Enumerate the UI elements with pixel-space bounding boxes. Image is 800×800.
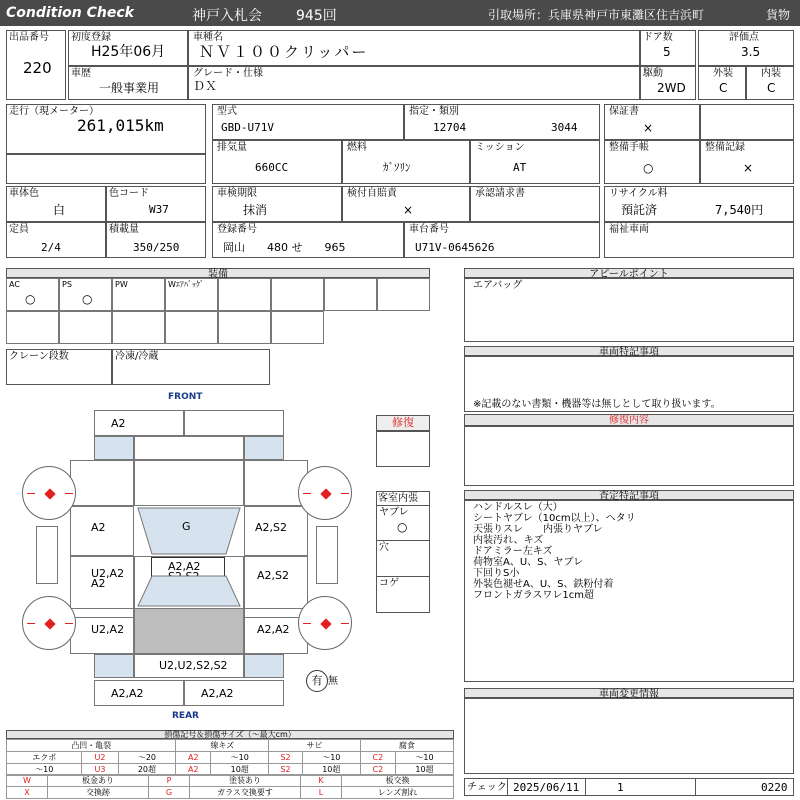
mileage-box [6, 104, 206, 154]
equip-cell-8 [377, 278, 430, 311]
wheel-rear-left[interactable] [22, 596, 76, 650]
grade-box [188, 66, 640, 100]
approval-label: 承認請求書 [475, 188, 525, 199]
equipment-title: 装備 [6, 268, 430, 278]
legend-code-desc: レンズ割れ [342, 787, 454, 799]
interior-value: C [767, 81, 776, 95]
crane-label: クレーン段数 [9, 351, 69, 362]
doors-value: 5 [663, 45, 671, 59]
capacity-box [6, 222, 106, 258]
cabin-item-hole: 穴 [379, 542, 389, 553]
score-box [698, 30, 794, 66]
fuel-value: ｶﾞｿﾘﾝ [383, 161, 411, 174]
cabin-mark-tear: ○ [397, 520, 408, 534]
cc-value: 660CC [255, 161, 289, 174]
legend-cell: 10超 [211, 764, 269, 776]
legend-cell: C2 [360, 752, 395, 764]
liability-box [342, 186, 470, 222]
legend-cell: 〜10 [211, 752, 269, 764]
chassis-label: 車台番号 [409, 224, 449, 235]
model-name-box [188, 30, 640, 66]
recycle-fee: 7,540円 [715, 203, 764, 217]
maint-book-box [604, 140, 700, 184]
load-box [106, 222, 206, 258]
part-front-bumper-right[interactable] [184, 410, 284, 436]
color-code-value: W37 [149, 203, 169, 216]
check-row [464, 778, 794, 796]
car-diagram [70, 410, 310, 706]
special-title: 車両特記事項 [464, 346, 794, 356]
inspection-notes-body [464, 500, 794, 682]
repair-content-body [464, 426, 794, 486]
mark-left-rear-quarter: U2,A2 [91, 623, 125, 636]
change-info-body [464, 698, 794, 774]
history-box [68, 66, 188, 100]
front-label: FRONT [168, 392, 203, 402]
legend-title: 損傷記号＆損傷サイズ（〜最大cm） [6, 730, 454, 739]
recycle-status: 預託済 [621, 203, 658, 217]
doors-label: ドア数 [643, 32, 673, 43]
check-number: 1 [617, 781, 624, 794]
wheel-front-right[interactable] [298, 466, 352, 520]
cabin-divider-3 [377, 576, 429, 577]
approval-box [470, 186, 600, 222]
spec-class: 3044 [551, 121, 578, 134]
fridge-box [112, 349, 270, 385]
special-body [464, 356, 794, 412]
equip-label-1: AC [9, 280, 20, 289]
legend-cell: S2 [269, 752, 303, 764]
cabin-divider-2 [377, 540, 429, 541]
appeal-body [464, 278, 794, 342]
mark-right-rear-quarter: A2,A2 [257, 623, 290, 636]
legend-cell: 10超 [302, 764, 360, 776]
equip-cell-7 [324, 278, 377, 311]
part-right-front-door[interactable] [244, 506, 308, 556]
first-reg-box [68, 30, 188, 66]
mark-rear-bumper-right: A2,A2 [201, 687, 234, 700]
maint-book-value: ○ [643, 161, 654, 175]
mark-left-slide-door: U2,A2 A2 [91, 567, 125, 590]
mission-box [470, 140, 600, 184]
equip-mark-1: ○ [25, 292, 36, 306]
note-line-9: フロントガラスワレ1cm超 [473, 590, 595, 601]
part-cargo-floor[interactable] [134, 608, 244, 654]
liability-label: 検付自賠責 [347, 188, 397, 199]
equip-cell-11 [112, 311, 165, 344]
legend-code: P [149, 775, 190, 787]
pickup-location: 引取場所：兵庫県神戸市東灘区住吉浜町 [488, 8, 705, 22]
legend-code: L [301, 787, 342, 799]
legend-group-corrosion: 腐食 [360, 740, 453, 752]
legend-cell: 10超 [396, 764, 454, 776]
maint-rec-label: 整備記録 [705, 142, 745, 153]
auction-session: 945回 [296, 8, 337, 24]
model-code-box [212, 104, 404, 140]
maint-book-label: 整備手帳 [609, 142, 649, 153]
repair-label: 修復 [376, 415, 430, 431]
check-divider [507, 779, 508, 795]
legend-group-dent: 凸凹・亀裂 [7, 740, 176, 752]
equipment-grid [6, 278, 430, 344]
mark-windshield: G [182, 520, 191, 533]
cabin-divider-1 [377, 505, 429, 506]
part-rear-roof-window[interactable] [134, 574, 244, 608]
note-line-2: シートヤブレ（10cm以上）、ヘタリ [473, 513, 636, 524]
legend-cell: A2 [176, 752, 211, 764]
liability-value: × [403, 203, 414, 217]
part-left-fender[interactable] [70, 460, 134, 506]
load-value: 350/250 [133, 241, 180, 254]
part-taillight-right[interactable] [244, 654, 284, 678]
inspection-label: 車検期限 [217, 188, 257, 199]
legend-code-desc: ガラス交換要す [190, 787, 301, 799]
cabin-panel [376, 491, 430, 613]
part-rear-bumper-left[interactable] [94, 680, 184, 706]
fuel-label: 燃料 [347, 142, 367, 153]
equip-cell-10 [59, 311, 112, 344]
note-line-1: ハンドルスレ（大） [473, 502, 563, 513]
equip-label-3: PW [115, 280, 128, 289]
note-line-3: 天張りスレ 内張りヤブレ [473, 524, 603, 535]
legend-table [6, 739, 454, 776]
equip-cell-13 [218, 311, 271, 344]
equip-cell-6 [271, 278, 324, 311]
drive-label: 駆動 [643, 68, 663, 79]
exterior-label: 外装 [713, 68, 733, 79]
part-headlight-right[interactable] [244, 436, 284, 460]
part-left-rear-quarter[interactable] [70, 608, 134, 654]
equip-cell-12 [165, 311, 218, 344]
plate-value: 岡山 480 せ 965 [223, 241, 346, 254]
mileage-value: 261,015km [77, 116, 164, 135]
recycle-label: リサイクル料 [609, 188, 668, 199]
warranty-value: × [643, 121, 654, 135]
equip-label-2: PS [62, 280, 72, 289]
chassis-box [404, 222, 600, 258]
legend-cell: U2 [82, 752, 118, 764]
equip-label-4: Wｴｱﾊﾞｯｸﾞ [168, 280, 204, 289]
appeal-text: エアバッグ [473, 280, 523, 291]
inspection-value: 抹消 [243, 203, 268, 217]
model-code-label: 型式 [217, 106, 237, 117]
legend-cell: 〜10 [396, 752, 454, 764]
first-reg-label: 初度登録 [71, 32, 111, 43]
mission-value: AT [513, 161, 527, 174]
spec-box [404, 104, 600, 140]
equip-cell-2 [59, 278, 112, 311]
check-code: 0220 [761, 781, 788, 794]
lot-box [6, 30, 66, 100]
plate-box [212, 222, 404, 258]
grade-value: ＤＸ [193, 79, 218, 93]
spec-label: 指定・類別 [409, 106, 459, 117]
part-grille[interactable] [134, 436, 244, 460]
warranty-blank-box [700, 104, 794, 140]
cabin-item-burn: コゲ [379, 578, 399, 589]
cc-label: 排気量 [217, 142, 247, 153]
inspection-box [212, 186, 342, 222]
fridge-label: 冷凍/冷蔵 [115, 351, 159, 362]
mark-rear-gate: U2,U2,S2,S2 [159, 659, 228, 672]
legend-code-desc: 板交換 [342, 775, 454, 787]
interior-label: 内装 [761, 68, 781, 79]
body-color-box [6, 186, 106, 222]
note-line-5: ドアミラー左キズ [473, 546, 553, 557]
equip-cell-1 [6, 278, 59, 311]
legend-code: W [7, 775, 48, 787]
history-value: 一般事業用 [99, 81, 160, 95]
header-bar [0, 0, 800, 26]
inspection-notes-title: 査定特記事項 [464, 490, 794, 500]
mark-cabin: A2,A2 [168, 560, 201, 573]
color-code-box [106, 186, 206, 222]
note-line-6: 荷物室A、U、S、ヤブレ [473, 557, 584, 568]
rear-label: REAR [172, 711, 199, 721]
drive-box [640, 66, 696, 100]
equip-cell-5 [218, 278, 271, 311]
drive-value: 2WD [657, 81, 686, 95]
model-name-value: ＮＶ１００クリッパー [199, 43, 369, 61]
wheel-rear-right[interactable] [298, 596, 352, 650]
part-front-bumper-left[interactable] [94, 410, 184, 436]
legend-cell: 〜20 [118, 752, 176, 764]
maint-rec-box [700, 140, 794, 184]
appeal-title: アピールポイント [464, 268, 794, 278]
legend-code: K [301, 775, 342, 787]
lot-number: 220 [23, 59, 52, 77]
spare-tire-yes: 有 [306, 670, 328, 692]
legend-cell: C2 [360, 764, 395, 776]
legend-code: G [149, 787, 190, 799]
legend-code-desc: 交換跡 [48, 787, 149, 799]
plate-label: 登録番号 [217, 224, 257, 235]
welfare-box [604, 222, 794, 258]
cc-box [212, 140, 342, 184]
note-line-7: 下回りS小 [473, 568, 520, 579]
left-mirror-outline [36, 526, 58, 584]
legend-cell: 〜10 [302, 752, 360, 764]
legend-cell: 20超 [118, 764, 176, 776]
mark-right-front-door: A2,S2 [255, 521, 288, 534]
color-code-label: 色コード [109, 188, 149, 199]
chassis-value: U71V-0645626 [415, 241, 495, 254]
mileage-label: 走行（現メーター） [9, 106, 99, 117]
equip-cell-3 [112, 278, 165, 311]
model-code-value: GBD-U71V [221, 121, 274, 134]
part-headlight-left[interactable] [94, 436, 134, 460]
legend-cell: U3 [82, 764, 118, 776]
first-reg-value: H25年06月 [91, 44, 166, 60]
model-name-label: 車種名 [193, 32, 223, 43]
check-divider-3 [695, 779, 696, 795]
capacity-label: 定員 [9, 224, 29, 235]
legend-group-rust: サビ [269, 740, 361, 752]
wheel-front-left[interactable] [22, 466, 76, 520]
body-color-value: 白 [53, 203, 66, 217]
legend-group-scratch: 線キズ [176, 740, 269, 752]
spec-type: 12704 [433, 121, 467, 134]
note-line-8: 外装色褪せA、U、S、鉄粉付着 [473, 579, 614, 590]
legend-code: X [7, 787, 48, 799]
repair-box [376, 431, 430, 467]
mark-left-front-door: A2 [91, 521, 106, 534]
vehicle-category: 貨物 [766, 8, 791, 22]
legend-code-desc: 板金あり [48, 775, 149, 787]
legend-code-table [6, 774, 454, 799]
note-line-4: 内装汚れ、キズ [473, 535, 544, 546]
legend-cell: A2 [176, 764, 211, 776]
lot-label: 出品番号 [9, 32, 49, 43]
grade-label: グレード・仕様 [193, 68, 263, 79]
legend-code-desc: 塗装あり [190, 775, 301, 787]
cabin-item-tear: ヤブレ [379, 507, 409, 518]
load-label: 積載量 [109, 224, 139, 235]
equip-cell-14 [271, 311, 324, 344]
doors-box [640, 30, 696, 66]
mark-rear-bumper-left: A2,A2 [111, 687, 144, 700]
brand-title: Condition Check [6, 5, 134, 21]
equip-cell-4 [165, 278, 218, 311]
mission-label: ミッション [475, 142, 525, 153]
part-hood[interactable] [134, 460, 244, 506]
check-divider-2 [585, 779, 586, 795]
spare-tire-none: 無 [328, 676, 338, 687]
interior-grade-box [746, 66, 794, 100]
right-mirror-outline [316, 526, 338, 584]
check-date: 2025/06/11 [513, 781, 580, 794]
recycle-box [604, 186, 794, 222]
part-rear-gate[interactable] [134, 654, 244, 678]
auction-name: 神戸入札会 [192, 8, 262, 24]
fuel-box [342, 140, 470, 184]
equip-mark-2: ○ [82, 292, 93, 306]
part-left-front-door[interactable] [70, 506, 134, 556]
mark-right-slide-door: A2,S2 [257, 569, 290, 582]
mileage-extra-box [6, 154, 206, 184]
welfare-label: 福祉車両 [609, 224, 649, 235]
body-color-label: 車体色 [9, 188, 39, 199]
special-note: ※記載のない書類・機器等は無しとして取り扱います。 [473, 399, 721, 410]
maint-rec-value: × [743, 161, 754, 175]
repair-content-title: 修復内容 [464, 414, 794, 426]
equip-cell-9 [6, 311, 59, 344]
warranty-label: 保証書 [609, 106, 639, 117]
exterior-grade-box [698, 66, 746, 100]
score-value: 3.5 [741, 45, 761, 59]
legend-cell: 〜10 [7, 764, 82, 776]
mark-front-bumper: A2 [111, 417, 126, 430]
crane-box [6, 349, 112, 385]
legend-cell: エクボ [7, 752, 82, 764]
cabin-label: 客室内張 [378, 493, 418, 504]
check-label: チェック [467, 782, 507, 793]
exterior-value: C [719, 81, 728, 95]
warranty-box [604, 104, 700, 140]
change-info-title: 車両変更情報 [464, 688, 794, 698]
score-label: 評価点 [729, 32, 759, 43]
legend-cell: S2 [269, 764, 303, 776]
capacity-value: 2/4 [41, 241, 61, 254]
part-taillight-left[interactable] [94, 654, 134, 678]
history-label: 車歴 [71, 68, 91, 79]
part-rear-bumper-right[interactable] [184, 680, 284, 706]
